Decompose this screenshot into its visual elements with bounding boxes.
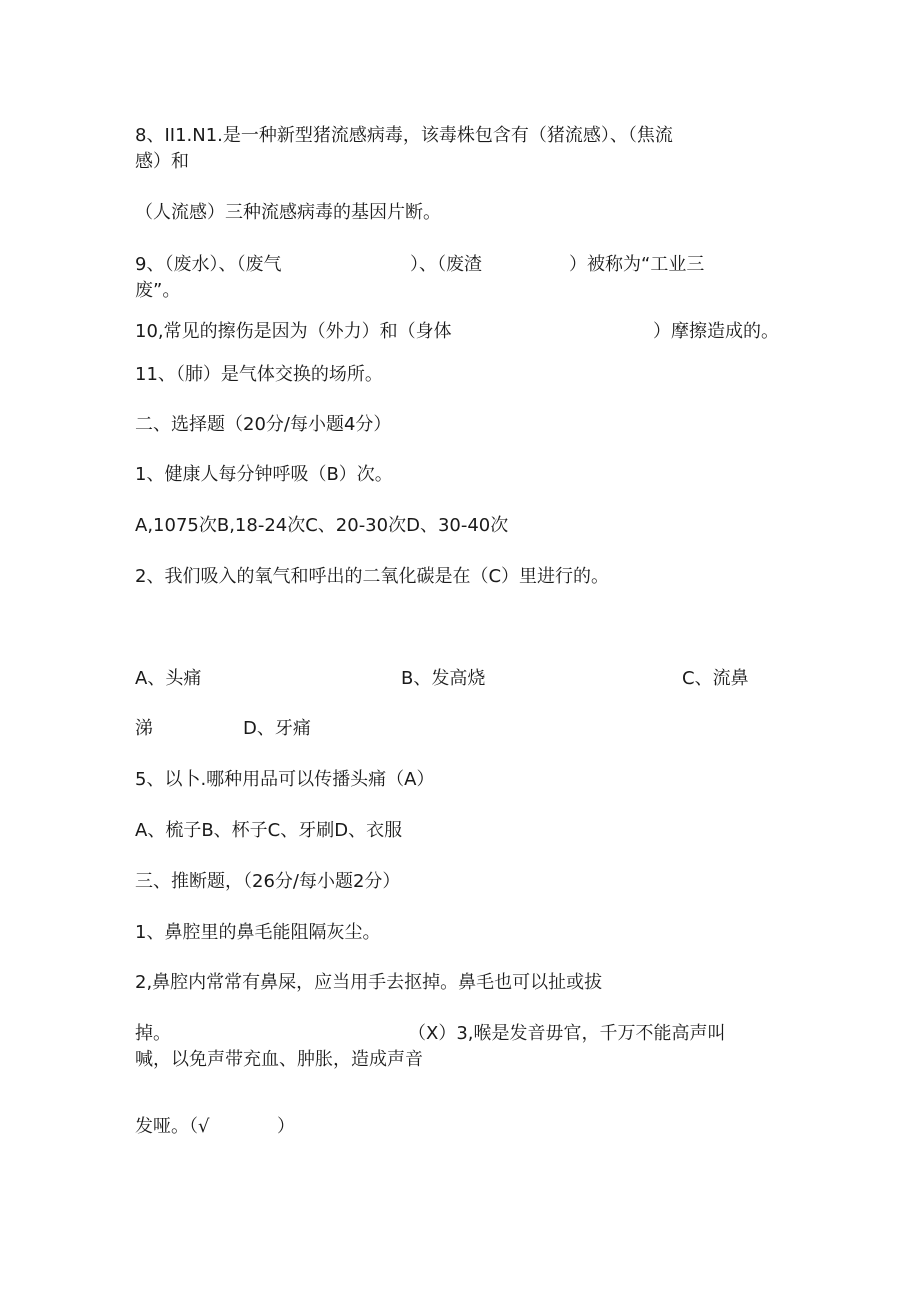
judge2-line2 [135, 1021, 775, 1047]
symptom-options-row [135, 666, 775, 692]
choice1-options: A,1075次B,18-24次C、20-30次D、30-40次 [135, 515, 509, 536]
q9-part-b: ）、（废渣 [410, 254, 482, 275]
q8-line2: 感）和 [135, 151, 189, 172]
q10-part-b: ）摩擦造成的。 [653, 321, 779, 342]
option-c: C、流鼻 [682, 668, 749, 689]
choice5-options: A、梳子B、杯子C、牙刷D、衣服 [135, 820, 403, 841]
option-d: D、牙痛 [243, 718, 311, 739]
section2-heading: 二、选择题（20分/每小题4分） [135, 414, 392, 435]
symptom-options-row2 [135, 716, 435, 742]
judge3-answer-close: ） [277, 1116, 295, 1137]
judge2-end: 掉。 [135, 1023, 171, 1044]
option-b: B、发高烧 [401, 668, 486, 689]
q9-line1 [135, 252, 775, 278]
judge3-start: （X）3,喉是发音毋官，千万不能高声叫 [408, 1023, 726, 1044]
q9-part-c: ）被称为“工业三 [569, 254, 705, 275]
choice2-question: 2、我们吸入的氧气和呼出的二氧化碳是在（C）里进行的。 [135, 566, 610, 587]
judge3-answer-open: 发哑。（√ [135, 1116, 210, 1137]
judge3-line2: 喊，以免声带充血、肿胀，造成声音 [135, 1049, 423, 1070]
option-c-continued: 涕 [135, 718, 153, 739]
q11-line: 11、（肺）是气体交换的场所。 [135, 364, 383, 385]
q8-line1: 8、II1.N1.是一种新型猪流感病毒，该毒株包含有（猪流感）、（焦流 [135, 125, 673, 146]
section3-heading: 三、推断题，（26分/每小题2分） [135, 871, 401, 892]
option-a: A、头痛 [135, 668, 202, 689]
q10-line [135, 319, 795, 345]
q8-line3: （人流感）三种流感病毒的基因片断。 [135, 202, 441, 223]
q9-part-a: 9、（废水）、（废气 [135, 254, 282, 275]
q10-part-a: 10,常见的擦伤是因为（外力）和（身体 [135, 321, 452, 342]
judge2-line1: 2,鼻腔内常常有鼻屎，应当用手去抠掉。鼻毛也可以扯或拔 [135, 972, 603, 993]
judge1-line: 1、鼻腔里的鼻毛能阻隔灰尘。 [135, 922, 381, 943]
q9-line2: 废”。 [135, 280, 181, 301]
choice1-question: 1、健康人每分钟呼吸（B）次。 [135, 464, 393, 485]
choice5-question: 5、以卜.哪种用品可以传播头痛（A） [135, 769, 435, 790]
judge3-line3 [135, 1114, 435, 1140]
